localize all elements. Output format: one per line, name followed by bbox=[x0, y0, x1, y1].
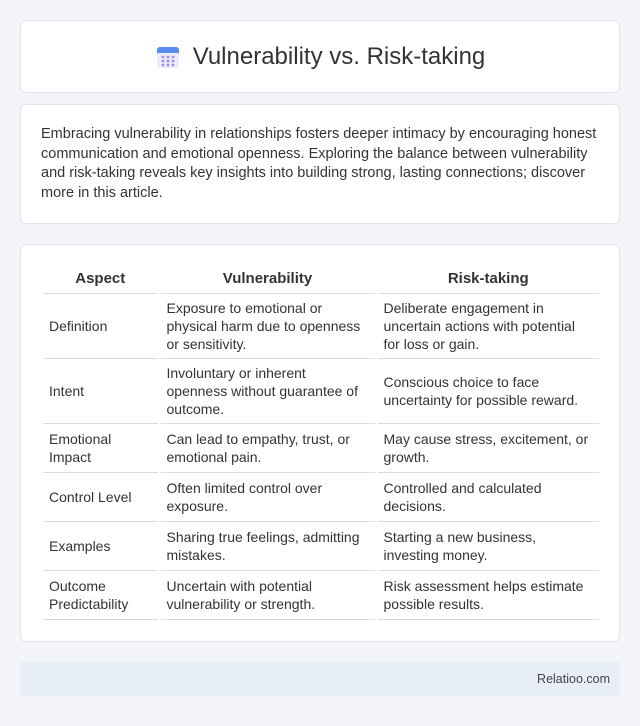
cell-risk-taking: Deliberate engagement in uncertain actions with potential for loss or gain. bbox=[376, 293, 599, 358]
cell-vulnerability: Often limited control over exposure. bbox=[159, 472, 376, 521]
cell-aspect: Control Level bbox=[43, 472, 159, 521]
header-risk-taking: Risk-taking bbox=[376, 265, 599, 293]
cell-risk-taking: Starting a new business, investing money. bbox=[376, 521, 599, 570]
title-card bbox=[20, 20, 620, 93]
header-vulnerability: Vulnerability bbox=[159, 265, 376, 293]
table-row bbox=[43, 293, 599, 358]
cell-vulnerability: Involuntary or inherent openness without guarantee of outcome. bbox=[159, 358, 376, 423]
header-aspect: Aspect bbox=[43, 265, 159, 293]
calendar-icon bbox=[155, 44, 181, 70]
table-row bbox=[43, 472, 599, 521]
table-header-row bbox=[43, 265, 599, 293]
cell-vulnerability: Uncertain with potential vulnerability or strength. bbox=[159, 570, 376, 619]
comparison-card bbox=[20, 244, 620, 642]
table-row bbox=[43, 570, 599, 619]
footer-brand[interactable]: Relatioo.com bbox=[537, 672, 610, 686]
intro-text: Embracing vulnerability in relationships fosters deeper intimacy by encouraging honest communication and emotional openness. Exploring the balance between vulnerability and risk-taking reveals key insights into building strong, lasting connections; discover more in this article. bbox=[41, 126, 597, 201]
cell-aspect: Emotional Impact bbox=[43, 423, 159, 472]
table-row bbox=[43, 423, 599, 472]
cell-vulnerability: Exposure to emotional or physical harm due to openness or sensitivity. bbox=[159, 293, 376, 358]
cell-aspect: Examples bbox=[43, 521, 159, 570]
cell-vulnerability: Sharing true feelings, admitting mistakes. bbox=[159, 521, 376, 570]
cell-vulnerability: Can lead to empathy, trust, or emotional pain. bbox=[159, 423, 376, 472]
cell-risk-taking: Controlled and calculated decisions. bbox=[376, 472, 599, 521]
comparison-table bbox=[43, 265, 599, 620]
cell-aspect: Intent bbox=[43, 358, 159, 423]
table-row bbox=[43, 358, 599, 423]
cell-aspect: Outcome Predictability bbox=[43, 570, 159, 619]
cell-risk-taking: May cause stress, excitement, or growth. bbox=[376, 423, 599, 472]
cell-aspect: Definition bbox=[43, 293, 159, 358]
cell-risk-taking: Risk assessment helps estimate possible results. bbox=[376, 570, 599, 619]
footer bbox=[20, 662, 620, 696]
page-title: Vulnerability vs. Risk-taking bbox=[192, 42, 486, 70]
cell-risk-taking: Conscious choice to face uncertainty for possible reward. bbox=[376, 358, 599, 423]
intro-card bbox=[20, 104, 620, 224]
table-row bbox=[43, 521, 599, 570]
